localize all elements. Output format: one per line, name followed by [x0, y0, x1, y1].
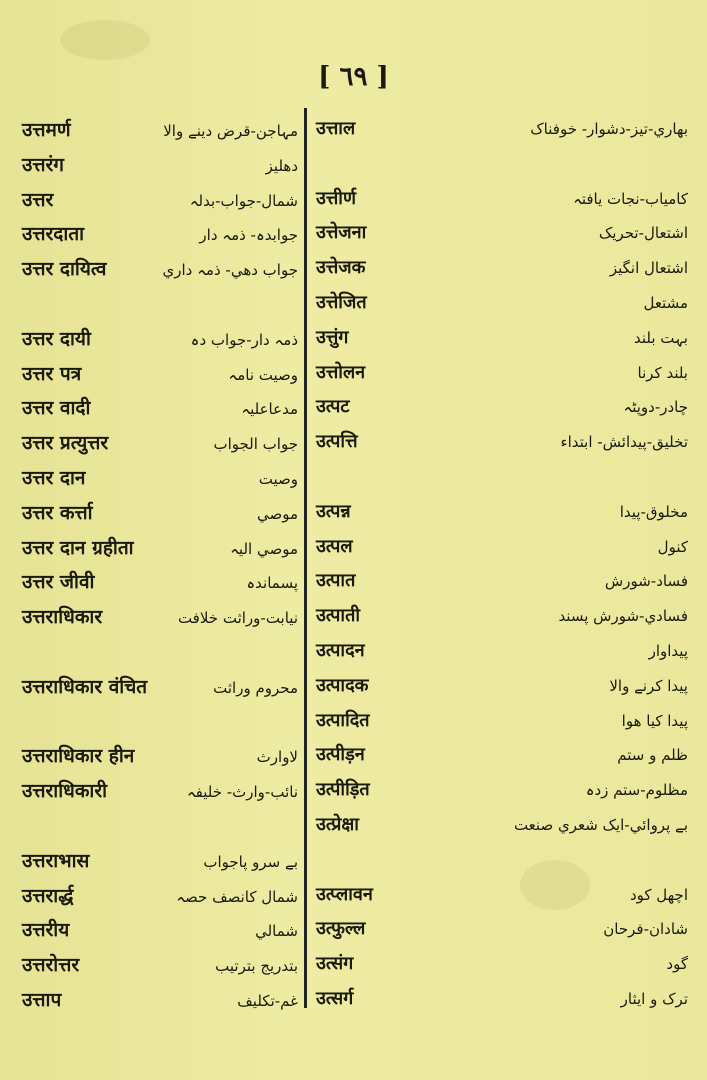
headword-hindi: उत्ताप	[22, 988, 62, 1011]
dictionary-entry	[22, 147, 298, 182]
meaning-urdu: پیدا کرنے والا	[609, 676, 688, 695]
meaning-urdu: مہاجن-قرض دینے والا	[163, 122, 298, 140]
headword-hindi: उत्तेजक	[316, 257, 366, 279]
dictionary-entry	[316, 286, 688, 321]
dictionary-entry	[22, 599, 298, 669]
dictionary-entry	[22, 912, 298, 947]
headword-hindi: उत्तर	[22, 188, 54, 211]
dictionary-entry	[316, 738, 688, 773]
dictionary-entry	[316, 251, 688, 286]
dictionary-entry	[22, 356, 298, 391]
meaning-urdu: اچهل کود	[629, 885, 688, 904]
dictionary-entry	[316, 634, 688, 669]
headword-hindi: उत्तरार्द्ध	[22, 884, 74, 907]
headword-hindi: उत्तर प्रत्युत्तर	[22, 432, 109, 455]
headword-hindi: उत्तरदाता	[22, 223, 85, 246]
dictionary-entry	[22, 495, 298, 530]
meaning-urdu: بلند کرنا	[637, 363, 688, 382]
meaning-urdu: لاوارث	[256, 748, 298, 767]
headword-hindi: उत्तर दायी	[22, 327, 91, 350]
headword-hindi: उत्तराधिकार	[22, 606, 103, 629]
dictionary-entry	[316, 321, 688, 356]
meaning-urdu: مخلوق-پیدا	[619, 502, 688, 521]
meaning-urdu: کنول	[657, 537, 688, 556]
headword-hindi: उत्फुल्ल	[316, 918, 366, 940]
dictionary-entry	[22, 773, 298, 843]
headword-hindi: उत्पात	[316, 570, 356, 592]
headword-hindi: उत्ताल	[316, 118, 356, 139]
dictionary-entry	[22, 564, 298, 599]
meaning-urdu: اشتعال انگیز	[609, 259, 688, 278]
meaning-urdu: فساد-شورش	[604, 572, 688, 591]
headword-hindi: उत्तर जीवी	[22, 571, 95, 594]
dictionary-entry	[22, 947, 298, 982]
headword-hindi: उत्तीर्ण	[316, 187, 356, 209]
meaning-urdu: نیابت-وراثت خلافت	[177, 609, 298, 628]
dictionary-entry	[22, 216, 298, 251]
meaning-urdu: ذمہ دار-جواب دہ	[190, 330, 298, 349]
headword-hindi: उत्पट	[316, 396, 350, 418]
left-column	[22, 112, 298, 1017]
headword-hindi: उत्तर दान	[22, 466, 86, 489]
column-divider	[304, 108, 307, 1008]
meaning-urdu: محروم وراثت	[213, 678, 298, 697]
dictionary-entry	[22, 460, 298, 495]
meaning-urdu: دهلیز	[265, 156, 298, 175]
dictionary-entry	[316, 982, 688, 1017]
headword-hindi: उत्पल	[316, 535, 353, 557]
headword-hindi: उत्तेजित	[316, 291, 367, 313]
dictionary-entry	[22, 425, 298, 460]
meaning-urdu: فسادي-شورش پسند	[558, 607, 688, 626]
meaning-urdu: بهاري-تیز-دشوار- خوفناک	[530, 120, 688, 138]
dictionary-entry	[22, 878, 298, 913]
meaning-urdu: مشتعل	[643, 293, 688, 312]
headword-hindi: उत्प्रेक्षा	[316, 813, 359, 835]
dictionary-entry	[22, 112, 298, 147]
meaning-urdu: گود	[666, 955, 688, 974]
dictionary-entry	[316, 564, 688, 599]
meaning-urdu: بہت بلند	[633, 328, 688, 347]
meaning-urdu: بے پروائي-ایک شعري صنعت	[513, 815, 688, 834]
dictionary-entry	[22, 843, 298, 878]
meaning-urdu: شادان-فرحان	[603, 920, 688, 939]
dictionary-entry	[316, 669, 688, 704]
headword-hindi: उत्तर वादी	[22, 397, 91, 420]
headword-hindi: उत्पीड़ित	[316, 779, 370, 801]
meaning-urdu: جواب الجواب	[213, 435, 298, 454]
dictionary-entry	[22, 669, 298, 739]
headword-hindi: उत्पादित	[316, 709, 370, 731]
meaning-urdu: مظلوم-ستم زدہ	[585, 781, 688, 800]
dictionary-entry	[22, 182, 298, 217]
meaning-urdu: موصي	[256, 504, 298, 523]
dictionary-entry	[316, 390, 688, 425]
headword-hindi: उत्तुंग	[316, 326, 349, 348]
meaning-urdu: شمال-جواب-بدلہ	[189, 191, 298, 210]
headword-hindi: उत्पत्ति	[316, 431, 358, 453]
meaning-urdu: شمالي	[255, 922, 298, 941]
right-column	[316, 112, 688, 1017]
headword-hindi: उत्तर दायित्व	[22, 258, 107, 281]
dictionary-entry	[22, 390, 298, 425]
headword-hindi: उत्तराधिकार वंचित	[22, 675, 148, 698]
meaning-urdu: پیدا کیا هوا	[621, 711, 688, 730]
headword-hindi: उत्पादन	[316, 639, 365, 661]
headword-hindi: उत्तरीय	[22, 919, 70, 942]
meaning-urdu: کامیاب-نجات یافتہ	[573, 189, 688, 208]
dictionary-entry	[316, 425, 688, 495]
meaning-urdu: پیداوار	[648, 641, 688, 660]
meaning-urdu: ظلم و ستم	[617, 746, 688, 765]
headword-hindi: उत्पादक	[316, 674, 369, 696]
meaning-urdu: بتدریج بترتیب	[215, 957, 298, 976]
meaning-urdu: جواب دهي- ذمہ داري	[162, 261, 298, 280]
meaning-urdu: موصي الیہ	[230, 539, 298, 558]
dictionary-entry	[316, 495, 688, 530]
headword-hindi: उत्तराभास	[22, 849, 90, 872]
headword-hindi: उत्तराधिकार हीन	[22, 745, 135, 768]
dictionary-entry	[22, 738, 298, 773]
meaning-urdu: غم-تکلیف	[237, 991, 298, 1010]
headword-hindi: उत्तोलन	[316, 361, 366, 383]
meaning-urdu: چادر-دوپٹہ	[623, 398, 688, 417]
dictionary-entry	[22, 321, 298, 356]
dictionary-entry	[316, 912, 688, 947]
dictionary-entry	[22, 251, 298, 321]
meaning-urdu: ترک و ایثار	[620, 989, 688, 1008]
headword-hindi: उत्प्लावन	[316, 883, 373, 905]
meaning-urdu: بے سرو پاجواب	[203, 852, 298, 871]
paper-stain	[60, 20, 150, 60]
dictionary-entry	[316, 356, 688, 391]
headword-hindi: उत्तेजना	[316, 222, 367, 244]
headword-hindi: उत्तर दान ग्रहीता	[22, 536, 134, 559]
dictionary-entry	[22, 982, 298, 1017]
meaning-urdu: شمال کانصف حصہ	[176, 887, 298, 906]
meaning-urdu: نائب-وارث- خلیفہ	[186, 783, 298, 802]
headword-hindi: उत्तमर्ण	[22, 119, 71, 141]
dictionary-entry	[316, 773, 688, 808]
meaning-urdu: وصیت نامہ	[228, 365, 298, 384]
meaning-urdu: وصیت	[258, 469, 298, 488]
dictionary-entry	[316, 808, 688, 878]
dictionary-entry	[22, 530, 298, 565]
headword-hindi: उत्पाती	[316, 605, 360, 627]
dictionary-entry	[316, 182, 688, 217]
headword-hindi: उत्पन्न	[316, 500, 351, 522]
page-number: [ ٦٩ ]	[318, 62, 389, 92]
meaning-urdu: تخلیق-پیدائش- ابتداء	[560, 433, 688, 452]
dictionary-entry	[316, 704, 688, 739]
headword-hindi: उत्संग	[316, 953, 354, 975]
meaning-urdu: جوابدہ- ذمہ دار	[199, 226, 298, 245]
headword-hindi: उत्तरंग	[22, 153, 65, 176]
dictionary-entry	[316, 216, 688, 251]
headword-hindi: उत्तराधिकारी	[22, 780, 108, 803]
dictionary-entry	[316, 947, 688, 982]
dictionary-entry	[316, 878, 688, 913]
meaning-urdu: اشتعال-تحریک	[598, 224, 688, 243]
headword-hindi: उत्तरोत्तर	[22, 954, 80, 977]
headword-hindi: उत्तर कर्त्ता	[22, 501, 93, 524]
dictionary-entry	[316, 112, 688, 182]
dictionary-entry	[316, 530, 688, 565]
headword-hindi: उत्सर्ग	[316, 987, 354, 1009]
headword-hindi: उत्पीड़न	[316, 744, 365, 766]
dictionary-entry	[316, 599, 688, 634]
headword-hindi: उत्तर पत्र	[22, 362, 82, 385]
meaning-urdu: پسماندہ	[246, 574, 298, 593]
meaning-urdu: مدعاعلیہ	[241, 400, 298, 419]
